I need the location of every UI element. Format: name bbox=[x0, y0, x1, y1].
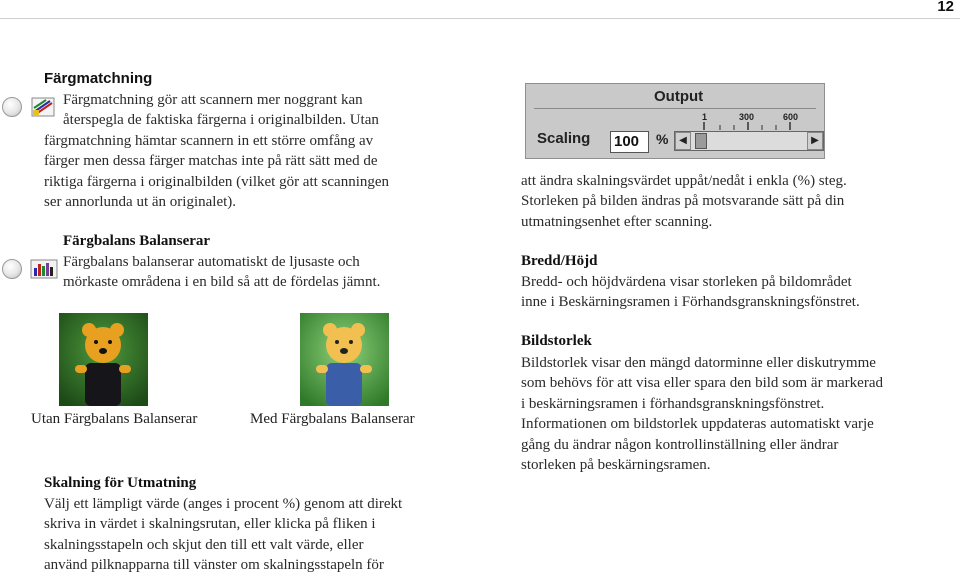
image-size-line: Bildstorlek visar den mängd datorminne eller diskutrymme bbox=[521, 355, 876, 371]
panel-divider bbox=[534, 108, 816, 109]
scale-increase-button[interactable]: ▶ bbox=[807, 132, 823, 150]
color-matching-line: ser annorlunda ut än originalet). bbox=[44, 194, 237, 211]
width-height-heading: Bredd/Höjd bbox=[521, 253, 598, 269]
scaling-continued-line: utmatningsenhet efter scanning. bbox=[521, 213, 713, 230]
color-balance-heading: Färgbalans Balanserar bbox=[63, 233, 211, 249]
image-size-line: storleken på beskärningsramen. bbox=[521, 457, 711, 474]
output-scaling-line: använd pilknapparna till vänster om skalningsstapeln för bbox=[44, 557, 384, 574]
scaling-label: Scaling bbox=[537, 130, 591, 147]
image-size-heading: Bildstorlek bbox=[521, 333, 592, 349]
scale-decrease-button[interactable]: ◀ bbox=[675, 132, 691, 150]
color-matching-line: återspegla de faktiska färgerna i originalbilden. Utan bbox=[63, 112, 379, 129]
tick-label: 1 bbox=[702, 112, 708, 122]
scaling-input[interactable]: 100 bbox=[610, 131, 649, 153]
scaling-continued-line: att ändra skalningsvärdet uppåt/nedåt i enkla (%) steg. bbox=[521, 173, 847, 189]
color-matching-line: färgmatchning hämtar scannern in ett större omfång av bbox=[44, 133, 374, 149]
width-height-line: Bredd- och höjdvärdena visar storleken på bildområdet bbox=[521, 274, 852, 290]
output-scaling-line: skriva in värdet i skalningsrutan, eller klicka på fliken i bbox=[44, 516, 376, 533]
tick-label: 300 bbox=[739, 112, 755, 122]
color-matching-line: riktiga färgerna i originalbilden (vilket gör att scanningen bbox=[44, 173, 390, 190]
color-balance-line: Färgbalans balanserar automatiskt de ljusaste och bbox=[63, 254, 360, 270]
caption-with-balance: Med Färgbalans Balanserar bbox=[250, 411, 415, 427]
scaling-unit: % bbox=[656, 131, 669, 147]
image-size-line: i beskärningsramen i förhandsgranskningsfönstret. bbox=[521, 395, 825, 412]
bear-image-with-balance bbox=[300, 313, 389, 406]
page-number: 12 bbox=[937, 0, 954, 15]
color-balance-line: mörkaste områdena i en bild så att de fördelas jämnt. bbox=[63, 274, 381, 291]
header-rule bbox=[0, 18, 960, 19]
color-matching-heading: Färgmatchning bbox=[44, 70, 153, 87]
image-size-line: som behövs för att visa eller spara den bild som är markerad bbox=[521, 375, 883, 392]
output-scaling-line: Välj ett lämpligt värde (anges i procent %) genom att direkt bbox=[44, 496, 403, 512]
color-balance-icon[interactable] bbox=[30, 258, 58, 280]
image-size-line: gång du ändrar någon kontrollinställning eller ändrar bbox=[521, 436, 839, 453]
slider-thumb[interactable] bbox=[695, 133, 707, 149]
color-matching-line: Färgmatchning gör att scannern mer noggrant kan bbox=[63, 92, 363, 108]
scale-ticks bbox=[696, 122, 806, 131]
tick-label: 600 bbox=[783, 112, 799, 122]
width-height-line: inne i Beskärningsramen i Förhandsgranskningsfönstret. bbox=[521, 294, 860, 311]
color-matching-line: färger men dessa färger matchas inte på rätt sätt med de bbox=[44, 153, 378, 170]
output-panel bbox=[525, 83, 825, 159]
image-size-line: Informationen om bildstorlek uppdateras automatiskt varje bbox=[521, 416, 874, 433]
output-scaling-line: skalningsstapeln och skjut den till ett valt värde, eller bbox=[44, 536, 364, 553]
color-matching-icon[interactable] bbox=[30, 96, 56, 118]
scaling-slider[interactable] bbox=[674, 131, 824, 151]
output-title: Output bbox=[654, 88, 704, 105]
caption-without-balance: Utan Färgbalans Balanserar bbox=[31, 411, 198, 427]
bear-image-without-balance bbox=[59, 313, 148, 406]
output-scaling-heading: Skalning för Utmatning bbox=[44, 475, 197, 491]
color-matching-radio[interactable] bbox=[2, 97, 22, 117]
color-balance-radio[interactable] bbox=[2, 259, 22, 279]
scaling-continued-line: Storleken på bilden ändras på motsvarande sätt på din bbox=[521, 193, 845, 210]
